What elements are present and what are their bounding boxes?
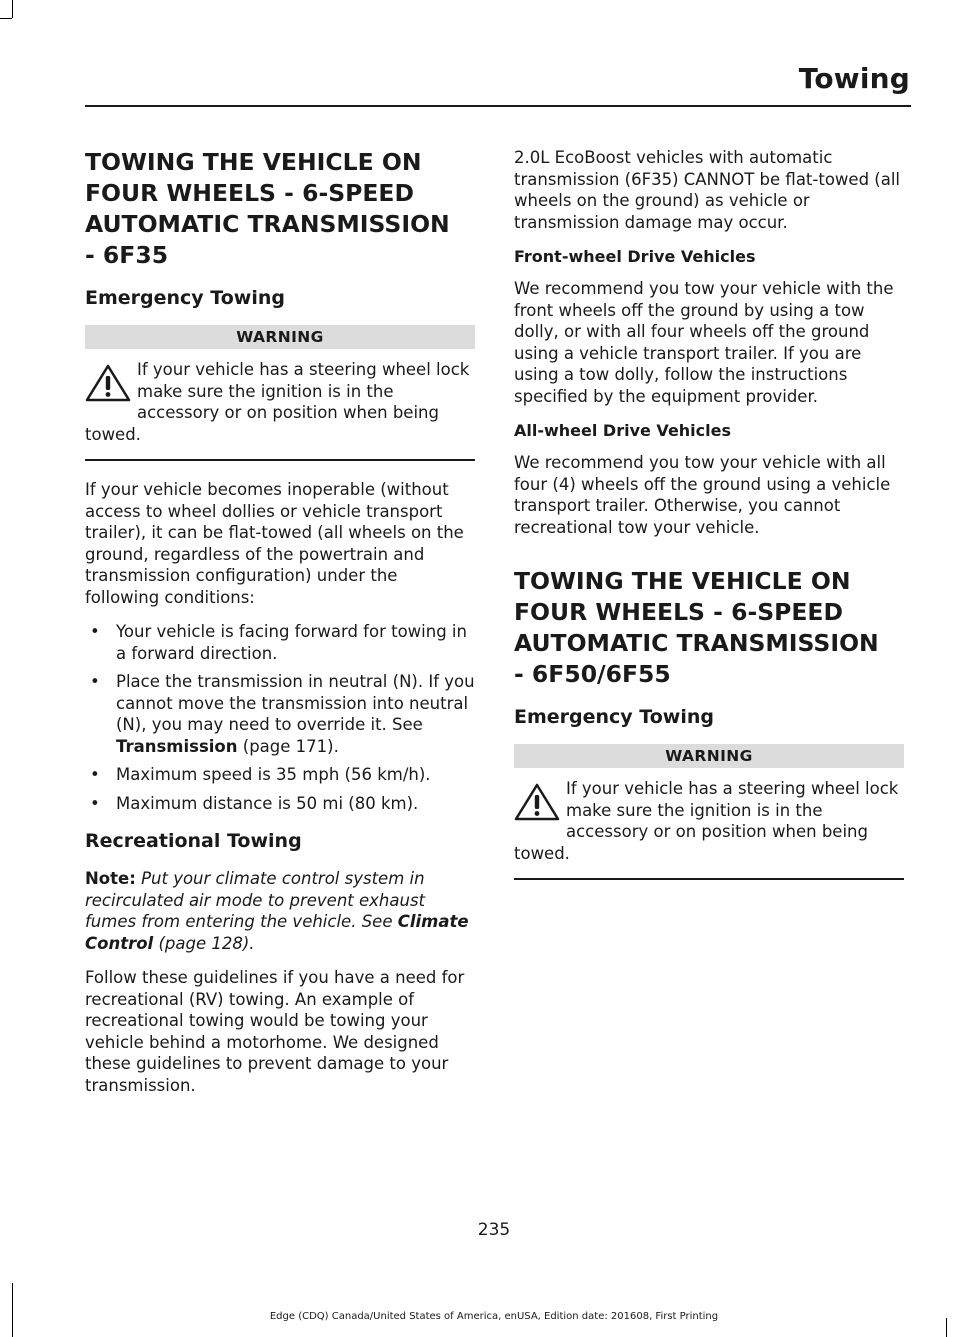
page-title: Towing: [798, 62, 910, 95]
list-item-page-ref: (page 171).: [237, 736, 339, 756]
list-item-text: Maximum speed is 35 mph (56 km/h).: [116, 765, 431, 784]
list-item: [85, 764, 475, 786]
fwd-heading: Front-wheel Drive Vehicles: [514, 247, 756, 266]
recreational-towing-heading: Recreational Towing: [85, 830, 302, 852]
awd-heading: All-wheel Drive Vehicles: [514, 421, 732, 440]
emergency-towing-heading: Emergency Towing: [85, 287, 285, 309]
list-item-text: Your vehicle is facing forward for towing in a forward direction.: [116, 622, 467, 663]
warning-block: [514, 778, 904, 880]
intro-paragraph: If your vehicle becomes inoperable (without access to wheel dollies or vehicle transport trailer), it can be flat-towed (all wheels on the ground, regardless of the powertrain and transmission configuration) under the following conditions:: [85, 480, 464, 607]
title-line: - 6F50/6F55: [514, 660, 671, 688]
page-number: 235: [477, 1220, 511, 1240]
list-item: [85, 671, 475, 757]
title-line: TOWING THE VEHICLE ON: [85, 148, 422, 176]
note-text: Put your climate control system in recirculated air mode to prevent exhaust fumes from entering the vehicle. See: [85, 869, 426, 931]
fwd-paragraph: We recommend you tow your vehicle with the front wheels off the ground by using a tow dolly, or with all four wheels off the ground using a vehicle transport trailer. If you are using a tow dolly, follow the instructions specified by the equipment provider.: [514, 279, 894, 406]
section-title-6f35: [85, 147, 475, 271]
list-item-text: Maximum distance is 50 mi (80 km).: [116, 793, 419, 813]
crop-mark-top-left-h: [0, 18, 12, 19]
list-item: [85, 621, 475, 664]
right-column: [514, 147, 904, 898]
warning-bar: WARNING: [514, 744, 904, 768]
warning-triangle-icon: [514, 782, 560, 822]
emergency-towing-heading: Emergency Towing: [514, 706, 714, 728]
warning-text: If your vehicle has a steering wheel lock make sure the ignition is in the accessory or on position when being towed.: [514, 779, 899, 863]
awd-paragraph: We recommend you tow your vehicle with all four (4) wheels off the ground using a vehicle transport trailer. Otherwise, you cannot recreational tow your vehicle.: [514, 453, 891, 537]
title-line: TOWING THE VEHICLE ON: [514, 567, 851, 595]
title-line: AUTOMATIC TRANSMISSION: [85, 210, 450, 238]
transmission-link[interactable]: Transmission: [116, 736, 238, 756]
title-line: FOUR WHEELS - 6-SPEED: [85, 179, 414, 207]
title-line: - 6F35: [85, 241, 169, 269]
recreational-paragraph: Follow these guidelines if you have a need for recreational (RV) towing. An example of recreational towing would be towing your vehicle behind a motorhome. We designed these guidelines to prevent damage to your transmission.: [85, 968, 465, 1095]
note-paragraph: [85, 868, 475, 954]
title-line: FOUR WHEELS - 6-SPEED: [514, 598, 843, 626]
climate-control-link[interactable]: Climate Control: [85, 912, 469, 953]
conditions-list: [85, 621, 475, 814]
note-label: Note:: [85, 869, 136, 888]
header-rule: [85, 105, 911, 107]
footer-edition: Edge (CDQ) Canada/United States of America, enUSA, Edition date: 201608, First Printing: [269, 1311, 719, 1322]
bullet-dot: •: [90, 622, 100, 641]
crop-mark-top-left-v: [12, 0, 13, 18]
warning-block: [85, 359, 475, 461]
bullet-dot: •: [90, 765, 100, 784]
title-line: AUTOMATIC TRANSMISSION: [514, 629, 879, 657]
note-page-ref: (page 128).: [153, 933, 255, 953]
warning-triangle-icon: [85, 363, 131, 403]
list-item-text: Place the transmission in neutral (N). If you cannot move the transmission into neutral (N), you may need to override it. See: [116, 672, 475, 734]
ecoboost-paragraph: 2.0L EcoBoost vehicles with automatic transmission (6F35) CANNOT be flat-towed (all wheels on the ground) as vehicle or transmission damage may occur.: [514, 148, 901, 232]
list-item: [85, 793, 475, 815]
bullet-dot: •: [90, 793, 100, 813]
left-column: [85, 147, 475, 1109]
warning-bar: WARNING: [85, 325, 475, 349]
bullet-dot: •: [90, 672, 100, 691]
section-title-6f50: [514, 566, 904, 690]
warning-text: If your vehicle has a steering wheel lock make sure the ignition is in the accessory or on position when being towed.: [85, 360, 470, 444]
crop-mark-bottom-left-v: [12, 1283, 13, 1337]
